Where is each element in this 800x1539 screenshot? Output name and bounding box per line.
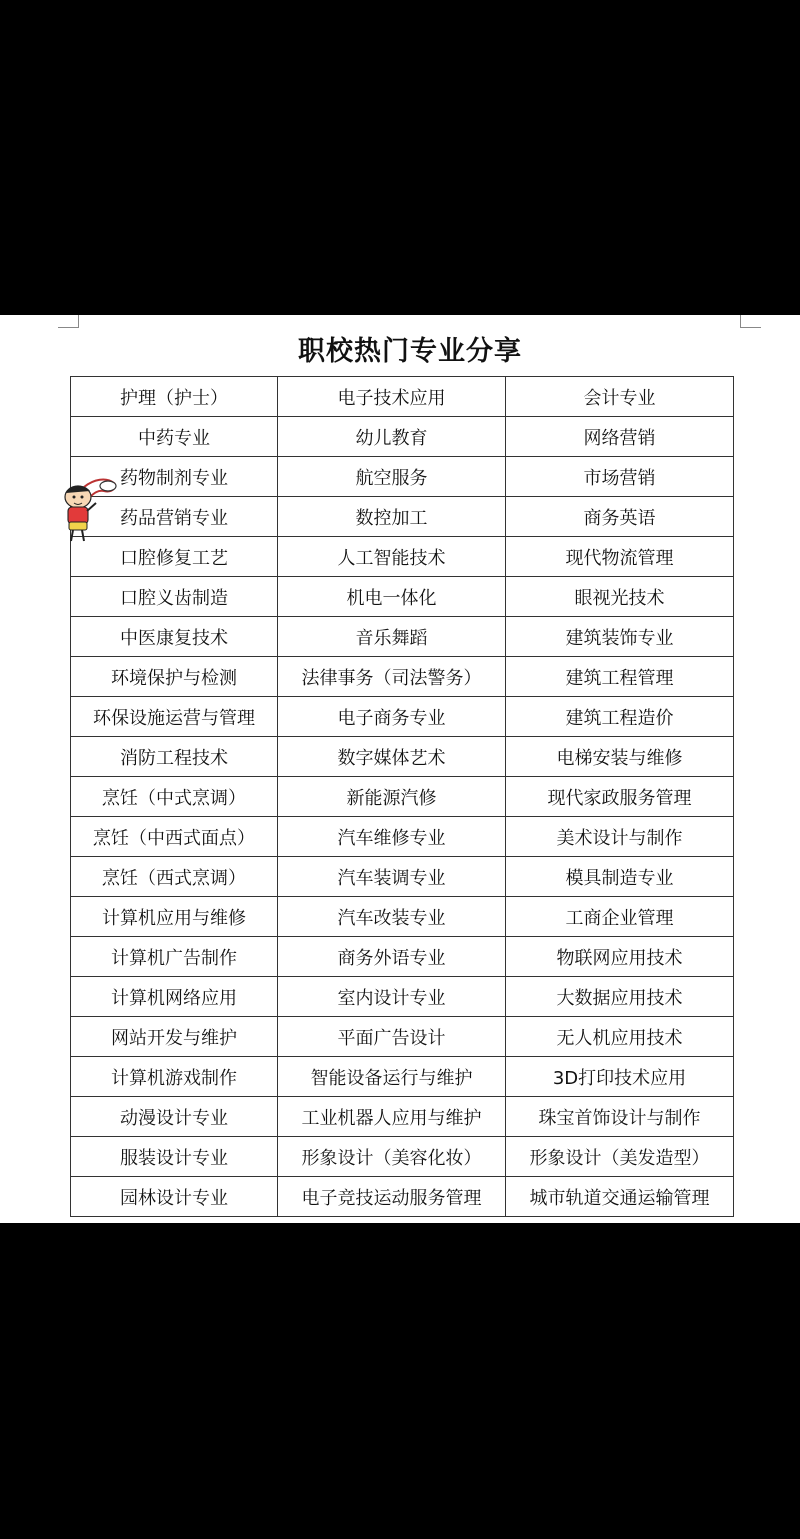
table-cell: 中药专业 bbox=[71, 417, 278, 457]
table-cell: 美术设计与制作 bbox=[506, 817, 734, 857]
table-cell: 幼儿教育 bbox=[278, 417, 506, 457]
table-row bbox=[71, 1017, 734, 1057]
table-cell: 建筑工程管理 bbox=[506, 657, 734, 697]
table-cell: 服装设计专业 bbox=[71, 1137, 278, 1177]
table-cell: 网站开发与维护 bbox=[71, 1017, 278, 1057]
table-cell: 音乐舞蹈 bbox=[278, 617, 506, 657]
table-cell: 无人机应用技术 bbox=[506, 1017, 734, 1057]
table-row bbox=[71, 697, 734, 737]
table-cell: 消防工程技术 bbox=[71, 737, 278, 777]
table-row bbox=[71, 457, 734, 497]
table-row bbox=[71, 977, 734, 1017]
table-cell: 工业机器人应用与维护 bbox=[278, 1097, 506, 1137]
table-cell: 烹饪（西式烹调） bbox=[71, 857, 278, 897]
table-cell: 计算机网络应用 bbox=[71, 977, 278, 1017]
table-cell: 汽车装调专业 bbox=[278, 857, 506, 897]
table-cell: 大数据应用技术 bbox=[506, 977, 734, 1017]
table-row bbox=[71, 1137, 734, 1177]
crop-mark-left bbox=[58, 315, 79, 328]
table-cell: 珠宝首饰设计与制作 bbox=[506, 1097, 734, 1137]
table-cell: 模具制造专业 bbox=[506, 857, 734, 897]
table-cell: 药品营销专业 bbox=[71, 497, 278, 537]
table-cell: 建筑装饰专业 bbox=[506, 617, 734, 657]
table-row bbox=[71, 537, 734, 577]
table-cell: 药物制剂专业 bbox=[71, 457, 278, 497]
table-cell: 汽车维修专业 bbox=[278, 817, 506, 857]
table-cell: 汽车改装专业 bbox=[278, 897, 506, 937]
table-row bbox=[71, 857, 734, 897]
table-cell: 工商企业管理 bbox=[506, 897, 734, 937]
table-cell: 中医康复技术 bbox=[71, 617, 278, 657]
table-cell: 建筑工程造价 bbox=[506, 697, 734, 737]
table-cell: 城市轨道交通运输管理 bbox=[506, 1177, 734, 1217]
table-cell: 环境保护与检测 bbox=[71, 657, 278, 697]
table-cell: 烹饪（中式烹调） bbox=[71, 777, 278, 817]
majors-table bbox=[70, 376, 734, 1217]
table-row bbox=[71, 1057, 734, 1097]
table-cell: 市场营销 bbox=[506, 457, 734, 497]
table-row bbox=[71, 817, 734, 857]
table-cell: 商务英语 bbox=[506, 497, 734, 537]
table-cell: 物联网应用技术 bbox=[506, 937, 734, 977]
table-cell: 口腔义齿制造 bbox=[71, 577, 278, 617]
table-row bbox=[71, 777, 734, 817]
cartoon-boy-sticker-icon bbox=[54, 475, 124, 550]
table-row bbox=[71, 577, 734, 617]
table-cell: 室内设计专业 bbox=[278, 977, 506, 1017]
table-cell: 烹饪（中西式面点） bbox=[71, 817, 278, 857]
page-title: 职校热门专业分享 bbox=[298, 336, 522, 367]
table-cell: 形象设计（美容化妆） bbox=[278, 1137, 506, 1177]
table-cell: 机电一体化 bbox=[278, 577, 506, 617]
table-cell: 平面广告设计 bbox=[278, 1017, 506, 1057]
table-cell: 电子商务专业 bbox=[278, 697, 506, 737]
table-cell: 人工智能技术 bbox=[278, 537, 506, 577]
table-cell: 眼视光技术 bbox=[506, 577, 734, 617]
table-cell: 网络营销 bbox=[506, 417, 734, 457]
table-row bbox=[71, 737, 734, 777]
table-row bbox=[71, 937, 734, 977]
crop-mark-right bbox=[740, 315, 761, 328]
table-cell: 电子竞技运动服务管理 bbox=[278, 1177, 506, 1217]
table-row bbox=[71, 417, 734, 457]
table-cell: 航空服务 bbox=[278, 457, 506, 497]
table-cell: 护理（护士） bbox=[71, 377, 278, 417]
table-cell: 动漫设计专业 bbox=[71, 1097, 278, 1137]
table-cell: 计算机游戏制作 bbox=[71, 1057, 278, 1097]
table-cell: 计算机广告制作 bbox=[71, 937, 278, 977]
table-cell: 电梯安装与维修 bbox=[506, 737, 734, 777]
table-cell: 园林设计专业 bbox=[71, 1177, 278, 1217]
table-cell: 商务外语专业 bbox=[278, 937, 506, 977]
table-cell: 计算机应用与维修 bbox=[71, 897, 278, 937]
table-cell: 3D打印技术应用 bbox=[506, 1057, 734, 1097]
table-cell: 电子技术应用 bbox=[278, 377, 506, 417]
table-cell: 口腔修复工艺 bbox=[71, 537, 278, 577]
table-cell: 数控加工 bbox=[278, 497, 506, 537]
table-row bbox=[71, 1097, 734, 1137]
table-row bbox=[71, 897, 734, 937]
table-row bbox=[71, 1177, 734, 1217]
table-row bbox=[71, 617, 734, 657]
document-page bbox=[0, 315, 800, 1223]
table-cell: 现代家政服务管理 bbox=[506, 777, 734, 817]
table-cell: 现代物流管理 bbox=[506, 537, 734, 577]
table-cell: 智能设备运行与维护 bbox=[278, 1057, 506, 1097]
table-cell: 形象设计（美发造型） bbox=[506, 1137, 734, 1177]
table-cell: 会计专业 bbox=[506, 377, 734, 417]
table-cell: 新能源汽修 bbox=[278, 777, 506, 817]
table-row bbox=[71, 497, 734, 537]
table-cell: 法律事务（司法警务） bbox=[278, 657, 506, 697]
table-cell: 环保设施运营与管理 bbox=[71, 697, 278, 737]
table-row bbox=[71, 657, 734, 697]
table-cell: 数字媒体艺术 bbox=[278, 737, 506, 777]
table-row bbox=[71, 377, 734, 417]
